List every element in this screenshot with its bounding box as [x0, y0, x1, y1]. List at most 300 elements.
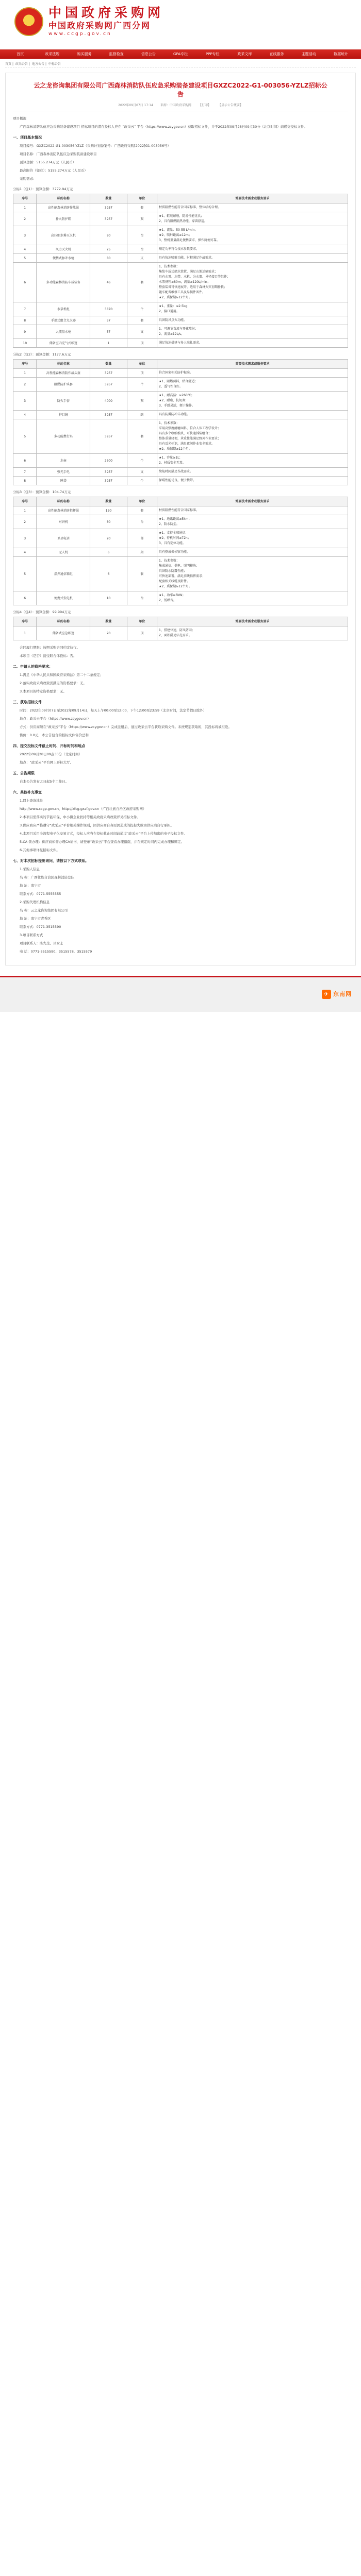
cell-no: 3: [13, 226, 37, 245]
contact-line-1: 1.采购人信息: [20, 867, 40, 871]
nav-item-regulations[interactable]: 政采法规: [45, 52, 60, 56]
requirement-line: 1、技术参数：: [159, 421, 179, 425]
table-row: [13, 212, 348, 226]
contact-line-3: 地 址：南宁市: [20, 884, 41, 888]
cell-unit: 支: [127, 254, 157, 263]
cell-item-name: 便携式发电机: [37, 591, 90, 605]
cell-requirements: [157, 515, 348, 529]
cell-unit: 套: [127, 557, 157, 591]
cell-unit: 个: [127, 302, 157, 316]
nav-item-statistics[interactable]: 数据统计: [333, 52, 348, 56]
cell-requirements: [157, 378, 348, 392]
requirement-line: ★2、待机时间≥72h；: [159, 536, 191, 540]
requirement-line: ★1、阻燃面料，贴合舒适；: [159, 380, 198, 383]
requirement-line: 1、可调节直流与开花喷射；: [159, 327, 198, 331]
nav-item-library[interactable]: 政采文库: [237, 52, 252, 56]
requirement-line: 具有热成像侦察功能。: [159, 550, 190, 554]
requirement-line: 续航时间满足作战需求。: [159, 470, 193, 473]
requirement-line: ★1、功率≥3kW；: [159, 594, 186, 597]
column-header-1: 序号: [13, 194, 37, 204]
cell-item-name: 指挥通信箱组: [37, 557, 90, 591]
requirement-line: 具备防风点火功能。: [159, 318, 187, 322]
cell-unit: 副: [127, 411, 157, 419]
table-row: [13, 378, 348, 392]
table-row: [13, 302, 348, 316]
cell-unit: 个: [127, 477, 157, 485]
lot-table-2: [13, 359, 348, 485]
nav-item-purchase-service[interactable]: 购买服务: [77, 52, 92, 56]
cell-quantity: 46: [90, 263, 127, 302]
requirement-line: 保暖性能优良，便于携带。: [159, 479, 196, 482]
other-line-2: http://www.ccgp.gov.cn、http://zfcg.gxzf.gov.cn（广西壮族自治区政府采购网）: [20, 807, 146, 811]
requirement-line: 满足快速搭建与多人驻扎需求。: [159, 341, 203, 345]
column-header-4: 单位: [127, 194, 157, 204]
column-header-2: 标的名称: [37, 497, 90, 506]
cell-requirements: [157, 529, 348, 548]
contact-line-5: 2.采购代理机构信息: [20, 900, 50, 904]
watermark-plane-icon: [322, 990, 331, 999]
nav-item-online-service[interactable]: 在线服务: [269, 52, 284, 56]
requirement-line: 2、面积满足驻扎需求。: [159, 634, 192, 637]
requirement-line: 1、技术参数：: [159, 559, 179, 563]
column-header-5: 简要技术需求或服务要求: [157, 360, 348, 369]
page-title: 云之龙咨询集团有限公司广西森林消防队伍应急采购装备建设项目GXZC2022-G1-003056-YZLZ招标公告: [34, 82, 327, 98]
table-header-row: [13, 497, 348, 506]
main-navigation: [0, 49, 361, 59]
project-info-line-5: 采购需求：: [20, 177, 37, 181]
cell-item-name: 储备室内充气式帐篷: [37, 339, 90, 348]
nav-item-ppp[interactable]: PPP专栏: [205, 52, 220, 56]
requirement-line: 整套装备可快速展开，适用于森林火灾初期扑救；: [159, 285, 227, 289]
table-row: [13, 626, 348, 640]
cell-item-name: 防火手套: [37, 392, 90, 411]
other-line-3: 2.本项目需落实的节能环保、中小微企业扶持等相关政府采购政策详见招标文件。: [20, 815, 140, 819]
requirement-line: ★1、耐高温：≥260℃；: [159, 394, 194, 397]
cell-unit: 双: [127, 212, 157, 226]
cell-requirements: [157, 369, 348, 378]
cell-quantity: 6: [90, 557, 127, 591]
requirement-line: ★1、支持全球通信；: [159, 531, 189, 535]
cell-item-name: 护目镜: [37, 411, 90, 419]
lot-title-4: 分标4（包4）：预算金额：99.994万元: [13, 610, 71, 614]
period-line-1: 自本公告发布之日起5个工作日。: [20, 779, 69, 784]
table-row: [13, 419, 348, 454]
nav-item-activities[interactable]: 主题活动: [301, 52, 316, 56]
cell-quantity: 80: [90, 515, 127, 529]
table-header-row: [13, 617, 348, 626]
announcement-article: [5, 73, 356, 965]
column-header-5: 简要技术需求或服务要求: [157, 617, 348, 626]
project-info-line-3: 预算金额：5155.274万元（人民币）: [20, 160, 76, 164]
requirement-line: 材质阻燃性能符合国家标准，整体结构合理。: [159, 206, 221, 209]
table-row: [13, 316, 348, 325]
cell-no: 3: [13, 529, 37, 548]
cell-unit: 部: [127, 529, 157, 548]
column-header-2: 标的名称: [37, 194, 90, 204]
cell-unit: 架: [127, 548, 157, 557]
project-info-line-4: 最高限价（如有）：5155.274万元（人民币）: [20, 168, 88, 173]
cell-no: 5: [13, 419, 37, 454]
site-header: [0, 0, 361, 49]
watermark-text: 东南网: [333, 990, 352, 997]
requirement-line: 2、流量≥12L/s。: [159, 332, 185, 336]
cell-requirements: [157, 226, 348, 245]
cell-unit: 台: [127, 591, 157, 605]
cell-unit: 支: [127, 325, 157, 339]
section-deadline-title: 四、提交投标文件截止时间、开标时间和地点: [13, 744, 85, 748]
requirement-line: 2、透气性良好。: [159, 385, 183, 388]
requirement-line: 1、技术参数：: [159, 265, 179, 268]
cell-unit: 台: [127, 245, 157, 254]
cell-no: 5: [13, 254, 37, 263]
cell-quantity: 3957: [90, 419, 127, 454]
table-row: [13, 263, 348, 302]
cell-requirements: [157, 468, 348, 477]
cell-item-name: 多功能携行具: [37, 419, 90, 454]
cell-requirements: [157, 419, 348, 454]
requirement-line: ★1、重量：≤2.5kg；: [159, 304, 191, 308]
requirement-line: 采用高强度耐磨面料，符合人体工程学设计；: [159, 427, 221, 430]
section-period: [13, 778, 348, 785]
cell-no: 8: [13, 316, 37, 325]
table-header-row: [13, 194, 348, 204]
cell-requirements: [157, 325, 348, 339]
table-row: [13, 339, 348, 348]
cell-requirements: [157, 302, 348, 316]
cell-no: 7: [13, 302, 37, 316]
cell-unit: 个: [127, 378, 157, 392]
requirement-line: 水泵扬程≥80m，流量≥120L/min；: [159, 280, 210, 284]
qualification-line-3: 3.本项目的特定资格要求：无。: [20, 689, 67, 693]
requirement-line: 配套相关线缆及附件。: [159, 580, 190, 583]
print-link[interactable]: 【打印】: [198, 104, 211, 107]
requirement-line: 具有快速喷射功能，射程满足作战需求。: [159, 256, 215, 260]
section-other: [13, 798, 348, 854]
publish-date: 2022年09月07日 17:14: [118, 104, 153, 107]
table-row: [13, 245, 348, 254]
table-row: [13, 557, 348, 591]
requirement-line: 整体重量轻便，承重性能满足野外作业要求；: [159, 437, 221, 440]
cell-requirements: [157, 477, 348, 485]
cell-no: 1: [13, 626, 37, 640]
cell-no: 1: [13, 506, 37, 515]
cell-item-name: 风力灭火机: [37, 245, 90, 254]
column-header-5: 简要技术需求或服务要求: [157, 194, 348, 204]
cell-requirements: [157, 204, 348, 212]
cell-no: 2: [13, 378, 37, 392]
national-emblem-icon: [14, 7, 43, 36]
contact-line-8: 联系方式：0771-3515590: [20, 925, 61, 929]
table-row: [13, 369, 348, 378]
requirement-line: 可快速部署，满足前线指挥需求；: [159, 574, 206, 578]
table-row: [13, 591, 348, 605]
requirement-line: ★1、通讯距离≥5km；: [159, 517, 192, 521]
cell-unit: 台: [127, 226, 157, 245]
cell-quantity: 3870: [90, 302, 127, 316]
intro-heading: 项目概况: [13, 116, 26, 121]
cell-item-name: 高性能森林消防作战服: [37, 204, 90, 212]
article-body: [13, 115, 348, 955]
table-row: [13, 529, 348, 548]
cell-requirements: [157, 316, 348, 325]
requirement-line: 具备防水防震性能；: [159, 569, 187, 573]
table-row: [13, 468, 348, 477]
cell-requirements: [157, 557, 348, 591]
requirement-line: 随车配备维修工具及易损件备件。: [159, 291, 206, 294]
table-row: [13, 454, 348, 468]
requirement-line: 2、接口通用。: [159, 310, 179, 313]
requirement-line: 3、手感灵活，便于操作。: [159, 404, 195, 408]
cell-unit: 顶: [127, 369, 157, 378]
deadline-line-1: 2022年09月28日09点30分（北京时间）: [20, 752, 83, 756]
cell-quantity: 2500: [90, 454, 127, 468]
table-header-row: [13, 360, 348, 369]
cell-unit: 套: [127, 506, 157, 515]
nav-item-gpa[interactable]: GPA专栏: [173, 52, 188, 56]
nav-item-supervision[interactable]: 监督检查: [109, 52, 124, 56]
lot-table-1: [13, 194, 348, 348]
nav-item-announcements[interactable]: 信息公告: [141, 52, 156, 56]
cell-item-name: 高性能森林消防指挥服: [37, 506, 90, 515]
section-qualification: [13, 672, 348, 695]
breadcrumb-local[interactable]: 地方公告: [31, 62, 44, 66]
requirement-line: 具有水泵、水带、水枪、分水器、异径接口等组件；: [159, 275, 231, 279]
cell-requirements: [157, 339, 348, 348]
cell-unit: 套: [127, 204, 157, 212]
requirement-line: ★2、质保期≥12个月。: [159, 296, 192, 299]
column-header-4: 单位: [127, 360, 157, 369]
cell-no: 1: [13, 369, 37, 378]
cell-unit: 顶: [127, 626, 157, 640]
cell-no: 1: [13, 204, 37, 212]
summary-link[interactable]: 【显示公告概要】: [218, 104, 243, 107]
cell-no: 7: [13, 468, 37, 477]
documents-line-3: 方式：供应商须在“政采云”平台（https://www.zcygov.cn）完成注册后，通过政采云平台获取采购文件。未按规定获取的，其投标将被拒绝。: [20, 725, 232, 729]
section-contact: [13, 866, 348, 955]
breadcrumb: 首页 | 政采公告 | 地方公告 | 中标公告: [5, 61, 356, 67]
cell-quantity: 3957: [90, 212, 127, 226]
requirement-line: 2、材质安全无毒。: [159, 461, 186, 465]
cell-requirements: [157, 454, 348, 468]
requirement-line: 具有防雾防冲击功能。: [159, 413, 190, 416]
column-header-4: 单位: [127, 617, 157, 626]
section-project-info-title: 一、项目基本情况: [13, 135, 42, 140]
cell-quantity: 6: [90, 548, 127, 557]
watermark: [322, 990, 352, 999]
table-row: [13, 325, 348, 339]
cell-no: 2: [13, 515, 37, 529]
cell-unit: 套: [127, 316, 157, 325]
cell-unit: 顶: [127, 339, 157, 348]
column-header-1: 序号: [13, 497, 37, 506]
cell-no: 3: [13, 392, 37, 411]
cell-quantity: 1: [90, 339, 127, 348]
requirement-line: 3、整机重量满足便携要求，操作简便可靠。: [159, 239, 220, 242]
cell-requirements: [157, 392, 348, 411]
cell-requirements: [157, 626, 348, 640]
contract-note-line-1: 合同履行期限：按照采购合同约定执行。: [20, 646, 80, 650]
section-period-title: 五、公告期限: [13, 771, 35, 775]
table-row: [13, 392, 348, 411]
cell-item-name: 对讲机: [37, 515, 90, 529]
contact-line-2: 名 称：广西壮族自治区森林消防总队: [20, 875, 75, 879]
breadcrumb-announcements[interactable]: 政采公告: [15, 62, 28, 66]
cell-item-name: 水泵机组: [37, 302, 90, 316]
requirement-line: 具有反光标识，满足夜间作业安全需求。: [159, 442, 215, 446]
cell-no: 6: [13, 591, 37, 605]
column-header-3: 数量: [90, 617, 127, 626]
lot-table-3: [13, 497, 348, 605]
cell-item-name: 卫星电话: [37, 529, 90, 548]
requirement-line: 1、搭建快速，防风防雨；: [159, 629, 195, 632]
cell-quantity: 4000: [90, 392, 127, 411]
cell-item-name: 无人机: [37, 548, 90, 557]
cell-no: 8: [13, 477, 37, 485]
column-header-3: 数量: [90, 194, 127, 204]
documents-line-1: 时间：2022年09月07日至2022年09月14日，每天上午00:00至12:00，下午12:00至23:59（北京时间，法定节假日除外）: [20, 708, 207, 713]
cell-no: 9: [13, 325, 37, 339]
other-line-5: 4.本项目采用全流程电子化交易方式，投标人应当在投标截止时间前通过“政采云”平台上传加密的电子投标文件。: [20, 832, 187, 836]
other-line-6: 5.CA 锁办理：供应商如需办理CA证书，请登录“政采云”平台查看办理指南，并在规定时间内完成办理和绑定。: [20, 840, 184, 844]
cell-no: 4: [13, 548, 37, 557]
cell-no: 6: [13, 263, 37, 302]
section-contact-title: 七、对本次招标提出询问，请按以下方式联系。: [13, 859, 89, 863]
requirement-line: ★2、质保期≥12个月。: [159, 447, 192, 451]
section-other-title: 六、其他补充事宜: [13, 790, 42, 794]
site-url: www.ccgp.gov.cn: [48, 31, 112, 37]
contact-line-6: 名 称：云之龙咨询集团有限公司: [20, 908, 68, 912]
column-header-3: 数量: [90, 360, 127, 369]
cell-item-name: 强光手电: [37, 468, 90, 477]
requirement-line: 额定功率符合技术参数要求。: [159, 247, 200, 251]
section-deadline: [13, 751, 348, 766]
cell-requirements: [157, 254, 348, 263]
requirement-line: 具有多个收纳模块，可快速拆装组合；: [159, 432, 212, 435]
cell-item-name: 高性能森林消防作战头盔: [37, 369, 90, 378]
requirement-line: 2、低噪音。: [159, 599, 176, 602]
cell-quantity: 3957: [90, 378, 127, 392]
requirement-line: 3、具有定位功能。: [159, 541, 186, 545]
table-row: [13, 411, 348, 419]
deadline-line-2: 地点：“政采云”平台网上开标大厅。: [20, 760, 74, 765]
column-header-2: 标的名称: [37, 360, 90, 369]
lot-table-4: [13, 617, 348, 640]
cell-unit: 套: [127, 263, 157, 302]
cell-quantity: 20: [90, 626, 127, 640]
section-documents-title: 三、获取招标文件: [13, 700, 42, 704]
requirement-line: 集成通信、供电、照明模块；: [159, 564, 200, 568]
table-row: [13, 254, 348, 263]
cell-no: 10: [13, 339, 37, 348]
documents-line-4: 售价：0.0元，本公告包含的招标文件售价总和: [20, 733, 89, 737]
cell-unit: 支: [127, 468, 157, 477]
table-row: [13, 226, 348, 245]
cell-quantity: 3957: [90, 369, 127, 378]
cell-no: 5: [13, 557, 37, 591]
site-logo[interactable]: [14, 5, 164, 38]
requirement-line: 2、具有阻燃隔热功能，穿着舒适。: [159, 219, 207, 223]
contact-line-4: 联系方式：0771-5555555: [20, 892, 61, 896]
table-row: [13, 515, 348, 529]
cell-item-name: 阻燃防护头套: [37, 378, 90, 392]
cell-unit: 双: [127, 392, 157, 411]
qualification-line-2: 2.落实政府采购政策需满足的资格要求：无。: [20, 681, 87, 685]
cell-item-name: 高压细水雾灭火机: [37, 226, 90, 245]
cell-quantity: 75: [90, 245, 127, 254]
cell-quantity: 3957: [90, 204, 127, 212]
requirement-line: ★2、喷射距离≥12m；: [159, 233, 192, 237]
cell-requirements: [157, 411, 348, 419]
project-info-line-1: 项目编号：GXZC2022-G1-003056-YZLZ（采购计划备案号：广西政府采购[2022]G1-003056号）: [20, 144, 171, 148]
project-info-line-2: 项目名称：广西森林消防队伍应急采购装备建设项目: [20, 152, 97, 156]
cell-no: 4: [13, 245, 37, 254]
contact-line-11: 电 话：0771-3515590、3515578、3515579: [20, 950, 92, 954]
cell-item-name: 储备式应急帐篷: [37, 626, 90, 640]
cell-requirements: [157, 591, 348, 605]
article-source: 来源：中国政府采购网: [160, 104, 191, 107]
cell-item-name: 睡袋: [37, 477, 90, 485]
lot-title-1: 分标1（包1）：预算金额：3772.94万元: [13, 187, 73, 191]
requirement-line: ★1、流量：50-55 L/min；: [159, 228, 198, 232]
requirement-line: 2、防水防尘。: [159, 522, 179, 526]
column-header-4: 单位: [127, 497, 157, 506]
site-title-line2: 中国政府采购网广西分网: [48, 21, 151, 30]
cell-quantity: 10: [90, 591, 127, 605]
cell-unit: 台: [127, 515, 157, 529]
table-row: [13, 204, 348, 212]
cell-requirements: [157, 263, 348, 302]
lot-title-3: 分标3（包3）：预算金额：104.74万元: [13, 490, 71, 494]
contract-notes: [13, 645, 348, 659]
requirement-line: ★2、质保期≥12个月。: [159, 585, 192, 588]
intro-paragraph: 广西森林消防队伍应急采购装备建设项目 招标项目的潜在投标人应在 “政采云” 平台（https://www.zcygov.cn）获取招标文件，并于2022年09月28日09点30分（北京时间）前递交投标文件。: [20, 125, 307, 129]
cell-item-name: 大流量水枪: [37, 325, 90, 339]
cell-quantity: 3957: [90, 411, 127, 419]
table-row: [13, 506, 348, 515]
contract-note-line-2: 本项目（是否）接受联合体投标：否。: [20, 654, 77, 658]
nav-item-home[interactable]: 首页: [17, 52, 24, 56]
cell-requirements: [157, 506, 348, 515]
contact-line-7: 地 址：南宁市青秀区: [20, 917, 51, 921]
qualification-line-1: 1.满足《中华人民共和国政府采购法》第二十二条规定；: [20, 673, 104, 677]
cell-quantity: 80: [90, 226, 127, 245]
breadcrumb-home[interactable]: 首页: [5, 62, 12, 66]
cell-item-name: 便携式脉冲水枪: [37, 254, 90, 263]
column-header-3: 数量: [90, 497, 127, 506]
lot-title-2: 分标2（包2）：预算金额：1177.6万元: [13, 352, 71, 357]
cell-quantity: 3957: [90, 477, 127, 485]
other-line-4: 3.供应商应严格遵守“政采云”平台相关操作规则，因供应商自身原因造成的投标失败由供应商自行承担。: [20, 823, 174, 827]
cell-requirements: [157, 245, 348, 254]
requirement-line: ★1、鞋底耐磨，防滑性能优良；: [159, 214, 204, 218]
section-documents: [13, 707, 348, 739]
column-header-5: 简要技术需求或服务要求: [157, 497, 348, 506]
cell-requirements: [157, 548, 348, 557]
requirement-line: ★2、耐磨、抗切割；: [159, 399, 189, 402]
cell-no: 2: [13, 212, 37, 226]
cell-item-name: 水壶: [37, 454, 90, 468]
section-project-info: [13, 143, 348, 182]
cell-quantity: 57: [90, 316, 127, 325]
other-line-7: 6.其他事项详见招标文件。: [20, 848, 60, 852]
site-title-line1: 中国政府采购网: [48, 5, 165, 20]
cell-quantity: 80: [90, 254, 127, 263]
cell-item-name: 手提式组合点火器: [37, 316, 90, 325]
cell-quantity: 57: [90, 325, 127, 339]
contact-line-9: 3.项目联系方式: [20, 933, 43, 937]
requirement-line: 符合国家相关防护标准。: [159, 371, 193, 375]
breadcrumb-winning[interactable]: 中标公告: [48, 62, 61, 66]
